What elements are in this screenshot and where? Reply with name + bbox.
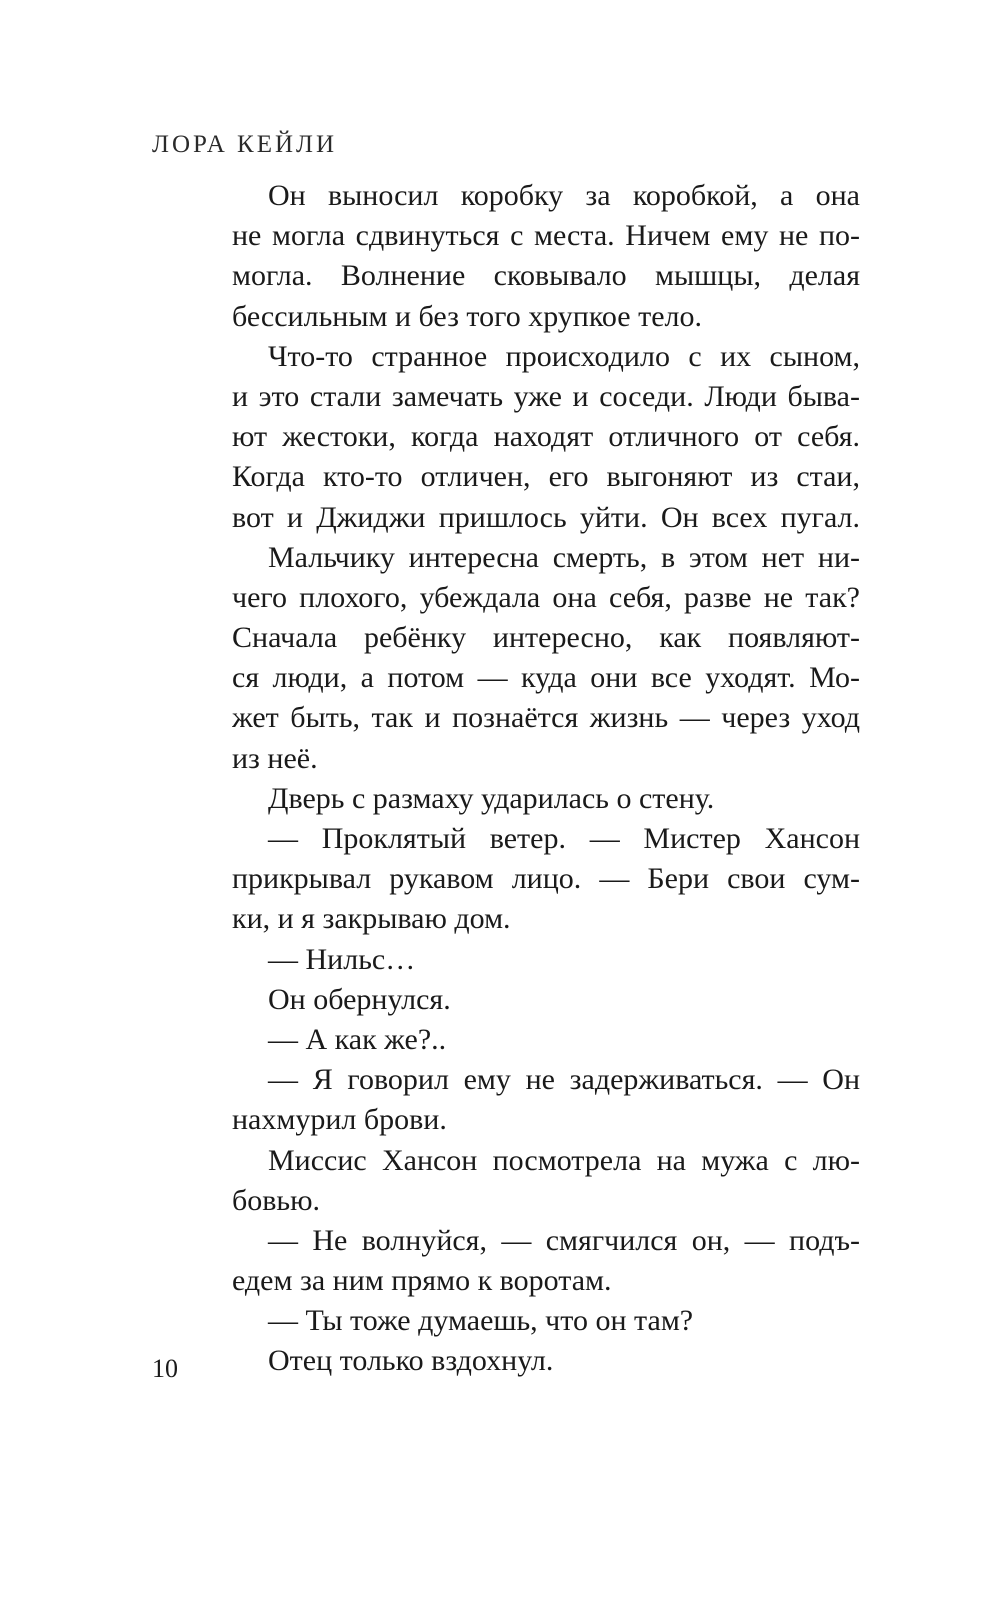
body-text [232, 176, 860, 1382]
text-line: ся люди, а потом — куда они все уходят. Мо- [232, 661, 860, 695]
text-line: не могла сдвинуться с места. Ничем ему не по- [232, 219, 860, 253]
text-line: Когда кто-то отличен, его выгоняют из стаи, [232, 460, 860, 494]
text-line: Отец только вздохнул. [268, 1344, 554, 1378]
text-line: ют жестоки, когда находят отличного от себя. [232, 420, 860, 454]
text-line: ки, и я закрываю дом. [232, 902, 511, 936]
text-line: Миссис Хансон посмотрела на мужа с лю- [268, 1143, 860, 1177]
text-line: из неё. [232, 741, 318, 775]
text-line: Дверь с размаху ударилась о стену. [268, 781, 715, 815]
text-line: прикрывал рукавом лицо. — Бери свои сум- [232, 862, 860, 896]
text-line: чего плохого, убеждала она себя, разве не так? [232, 580, 860, 614]
text-line: нахмурил брови. [232, 1103, 447, 1137]
text-line: жет быть, так и познаётся жизнь — через уход [232, 701, 860, 735]
text-line: вот и Джиджи пришлось уйти. Он всех пугал. [232, 500, 860, 534]
text-line: Мальчику интересна смерть, в этом нет ни- [268, 540, 860, 574]
text-line: — Не волнуйся, — смягчился он, — подъ- [268, 1223, 860, 1257]
text-line: Он выносил коробку за коробкой, а она [268, 179, 860, 212]
text-line: — Ты тоже думаешь, что он там? [268, 1304, 694, 1338]
text-line: бессильным и без того хрупкое тело. [232, 299, 702, 333]
text-line: и это стали замечать уже и соседи. Люди быва- [232, 379, 860, 413]
page-number: 10 [152, 1354, 178, 1383]
text-line: — Проклятый ветер. — Мистер Хансон [268, 822, 860, 855]
text-line: едем за ним прямо к воротам. [232, 1264, 612, 1298]
text-line: могла. Волнение сковывало мышцы, делая [232, 259, 860, 293]
text-line: — Я говорил ему не задерживаться. — Он [268, 1063, 860, 1097]
text-line: — Нильс… [268, 942, 416, 976]
text-line: Он обернулся. [268, 982, 451, 1016]
text-line: Сначала ребёнку интересно, как появляют- [232, 621, 860, 655]
text-line: бовью. [232, 1183, 321, 1217]
running-head-author: ЛОРА КЕЙЛИ [152, 131, 338, 158]
text-line: — А как же?.. [268, 1022, 447, 1056]
text-line: Что-то странное происходило с их сыном, [268, 339, 860, 373]
